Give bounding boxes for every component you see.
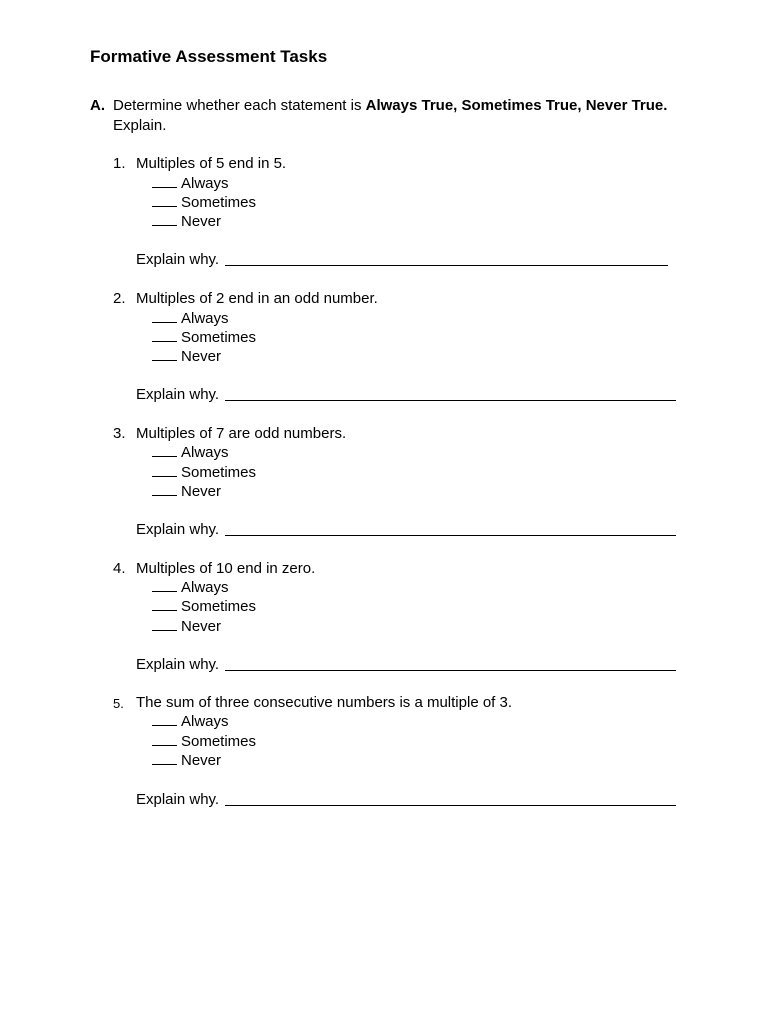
question-text: Multiples of 5 end in 5. xyxy=(136,155,287,172)
option-label: Always xyxy=(181,579,229,596)
instruction-bold: Always True, Sometimes True, Never True. xyxy=(365,97,668,114)
option-label: Always xyxy=(181,310,229,327)
option-label: Never xyxy=(181,213,222,230)
option-label: Sometimes xyxy=(181,733,257,750)
question-text: The sum of three consecutive numbers is a multiple of 3. xyxy=(136,694,513,711)
question-text: Multiples of 10 end in zero. xyxy=(136,560,316,577)
option-label: Sometimes xyxy=(181,598,257,615)
option-label: Never xyxy=(181,348,222,365)
explain-label: Explain why. xyxy=(136,656,220,673)
question-number: 1. xyxy=(113,155,126,172)
option-never[interactable] xyxy=(152,751,221,770)
explain-answer-line[interactable] xyxy=(225,670,676,671)
answer-blank[interactable] xyxy=(152,597,177,611)
question-number: 5. xyxy=(113,696,124,711)
explain-label: Explain why. xyxy=(136,386,220,403)
question-1 xyxy=(0,154,768,279)
option-label: Sometimes xyxy=(181,329,257,346)
explain-answer-line[interactable] xyxy=(225,805,676,806)
question-2 xyxy=(0,289,768,414)
option-label: Never xyxy=(181,483,222,500)
answer-blank[interactable] xyxy=(152,443,177,457)
option-never[interactable] xyxy=(152,347,221,366)
answer-blank[interactable] xyxy=(152,193,177,207)
answer-blank[interactable] xyxy=(152,174,177,188)
explain-answer-line[interactable] xyxy=(225,400,676,401)
answer-blank[interactable] xyxy=(152,732,177,746)
answer-blank[interactable] xyxy=(152,212,177,226)
instruction-prefix: Determine whether each statement is xyxy=(113,97,366,114)
page-title: Formative Assessment Tasks xyxy=(90,47,328,66)
answer-blank[interactable] xyxy=(152,347,177,361)
option-label: Sometimes xyxy=(181,194,257,211)
instruction-suffix: Explain. xyxy=(113,117,167,134)
explain-answer-line[interactable] xyxy=(225,265,668,266)
option-label: Never xyxy=(181,618,222,635)
explain-label: Explain why. xyxy=(136,521,220,538)
answer-blank[interactable] xyxy=(152,578,177,592)
question-number: 2. xyxy=(113,290,126,307)
question-text: Multiples of 7 are odd numbers. xyxy=(136,425,347,442)
option-sometimes[interactable] xyxy=(152,732,256,751)
option-label: Never xyxy=(181,752,222,769)
option-sometimes[interactable] xyxy=(152,328,256,347)
explain-label: Explain why. xyxy=(136,791,220,808)
option-sometimes[interactable] xyxy=(152,193,256,212)
option-sometimes[interactable] xyxy=(152,597,256,616)
question-4 xyxy=(0,559,768,684)
explain-label: Explain why. xyxy=(136,251,220,268)
option-always[interactable] xyxy=(152,443,229,462)
section-instruction xyxy=(113,96,713,136)
question-3 xyxy=(0,424,768,549)
option-label: Always xyxy=(181,713,229,730)
explain-answer-line[interactable] xyxy=(225,535,676,536)
answer-blank[interactable] xyxy=(152,617,177,631)
answer-blank[interactable] xyxy=(152,463,177,477)
question-5 xyxy=(0,693,768,818)
option-never[interactable] xyxy=(152,482,221,501)
section-label: A. xyxy=(90,97,105,114)
option-always[interactable] xyxy=(152,712,229,731)
option-always[interactable] xyxy=(152,578,229,597)
question-number: 4. xyxy=(113,560,126,577)
answer-blank[interactable] xyxy=(152,751,177,765)
answer-blank[interactable] xyxy=(152,712,177,726)
question-number: 3. xyxy=(113,425,126,442)
option-always[interactable] xyxy=(152,174,229,193)
option-label: Always xyxy=(181,444,229,461)
answer-blank[interactable] xyxy=(152,309,177,323)
option-label: Sometimes xyxy=(181,464,257,481)
answer-blank[interactable] xyxy=(152,328,177,342)
option-never[interactable] xyxy=(152,212,221,231)
question-text: Multiples of 2 end in an odd number. xyxy=(136,290,378,307)
option-label: Always xyxy=(181,175,229,192)
answer-blank[interactable] xyxy=(152,482,177,496)
option-sometimes[interactable] xyxy=(152,463,256,482)
option-always[interactable] xyxy=(152,309,229,328)
option-never[interactable] xyxy=(152,617,221,636)
